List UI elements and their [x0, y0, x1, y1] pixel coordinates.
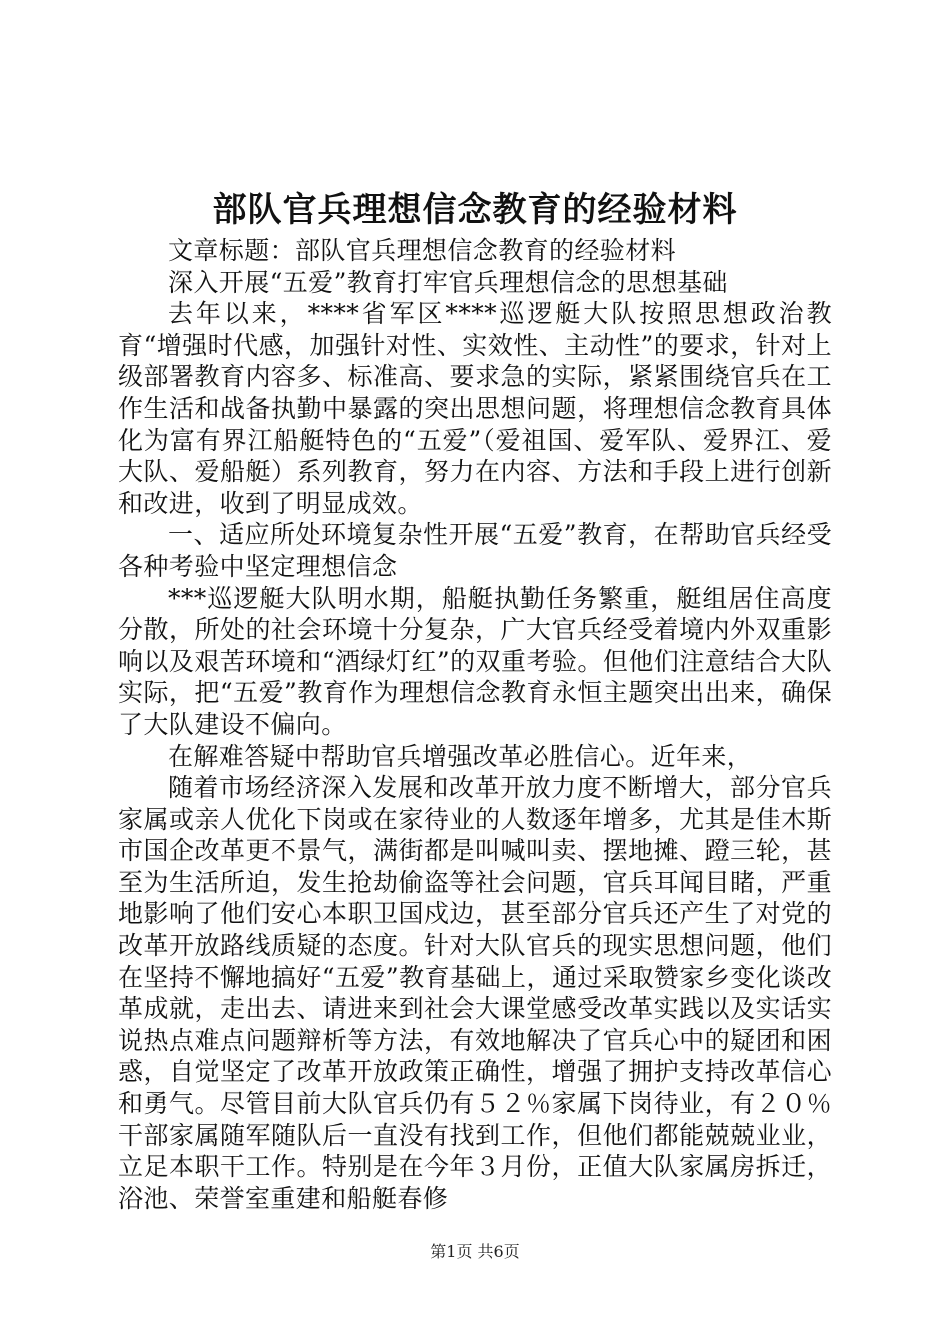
section-heading-1: 一、适应所处环境复杂性开展“五爱”教育，在帮助官兵经受各种考验中坚定理想信念 — [118, 520, 832, 581]
page-footer: 第1页 共6页 — [430, 1242, 520, 1261]
document-title: 部队官兵理想信念教育的经验材料 — [212, 190, 738, 230]
subtitle-line: 深入开展“五爱”教育打牢官兵理想信念的思想基础 — [168, 267, 728, 297]
document-body — [118, 235, 832, 1214]
intro-paragraph: 去年以来，****省军区****巡逻艇大队按照思想政治教育“增强时代感，加强针对性、实效性、主动性”的要求，针对上级部署教育内容多、标准高、要求急的实际，紧紧围绕官兵在工作生活和战备执勤中暴露的突出思想问题，将理想信念教育具体化为富有界江船艇特色的“五爱”（爱祖国、爱军队、爱界江、爱大队、爱船艇）系列教育，努力在内容、方法和手段上进行创新和改进，收到了明显成效。 — [118, 299, 832, 518]
body-paragraph: 随着市场经济深入发展和改革开放力度不断增大，部分官兵家属或亲人优化下岗或在家待业的人数逐年增多，尤其是佳木斯市国企改革更不景气，满街都是叫喊叫卖、摆地摊、蹬三轮，甚至为生活所迫，发生抢劫偷盗等社会问题，官兵耳闻目睹，严重地影响了他们安心本职卫国戍边，甚至部分官兵还产生了对党的改革开放路线质疑的态度。针对大队官兵的现实思想问题，他们在坚持不懈地搞好“五爱”教育基础上，通过采取赞家乡变化谈改革成就，走出去、请进来到社会大课堂感受改革实践以及实话实说热点难点问题辩析等方法，有效地解决了官兵心中的疑团和困惑，自觉坚定了改革开放政策正确性，增强了拥护支持改革信心和勇气。尽管目前大队官兵仍有５２％家属下岗待业，有２０％干部家属随军随队后一直没有找到工作，但他们都能兢兢业业，立足本职干工作。特别是在今年３月份，正值大队家属房拆迁，浴池、荣誉室重建和船艇春修 — [118, 773, 832, 1213]
body-paragraph: 在解难答疑中帮助官兵增强改革必胜信心。近年来， — [168, 741, 753, 771]
body-paragraph: ***巡逻艇大队明水期，船艇执勤任务繁重，艇组居住高度分散，所处的社会环境十分复杂，广大官兵经受着境内外双重影响以及艰苦环境和“酒绿灯红”的双重考验。但他们注意结合大队实际，把“五爱”教育作为理想信念教育永恒主题突出出来，确保了大队建设不偏向。 — [118, 583, 832, 739]
article-title-line: 文章标题：部队官兵理想信念教育的经验材料 — [168, 236, 677, 265]
